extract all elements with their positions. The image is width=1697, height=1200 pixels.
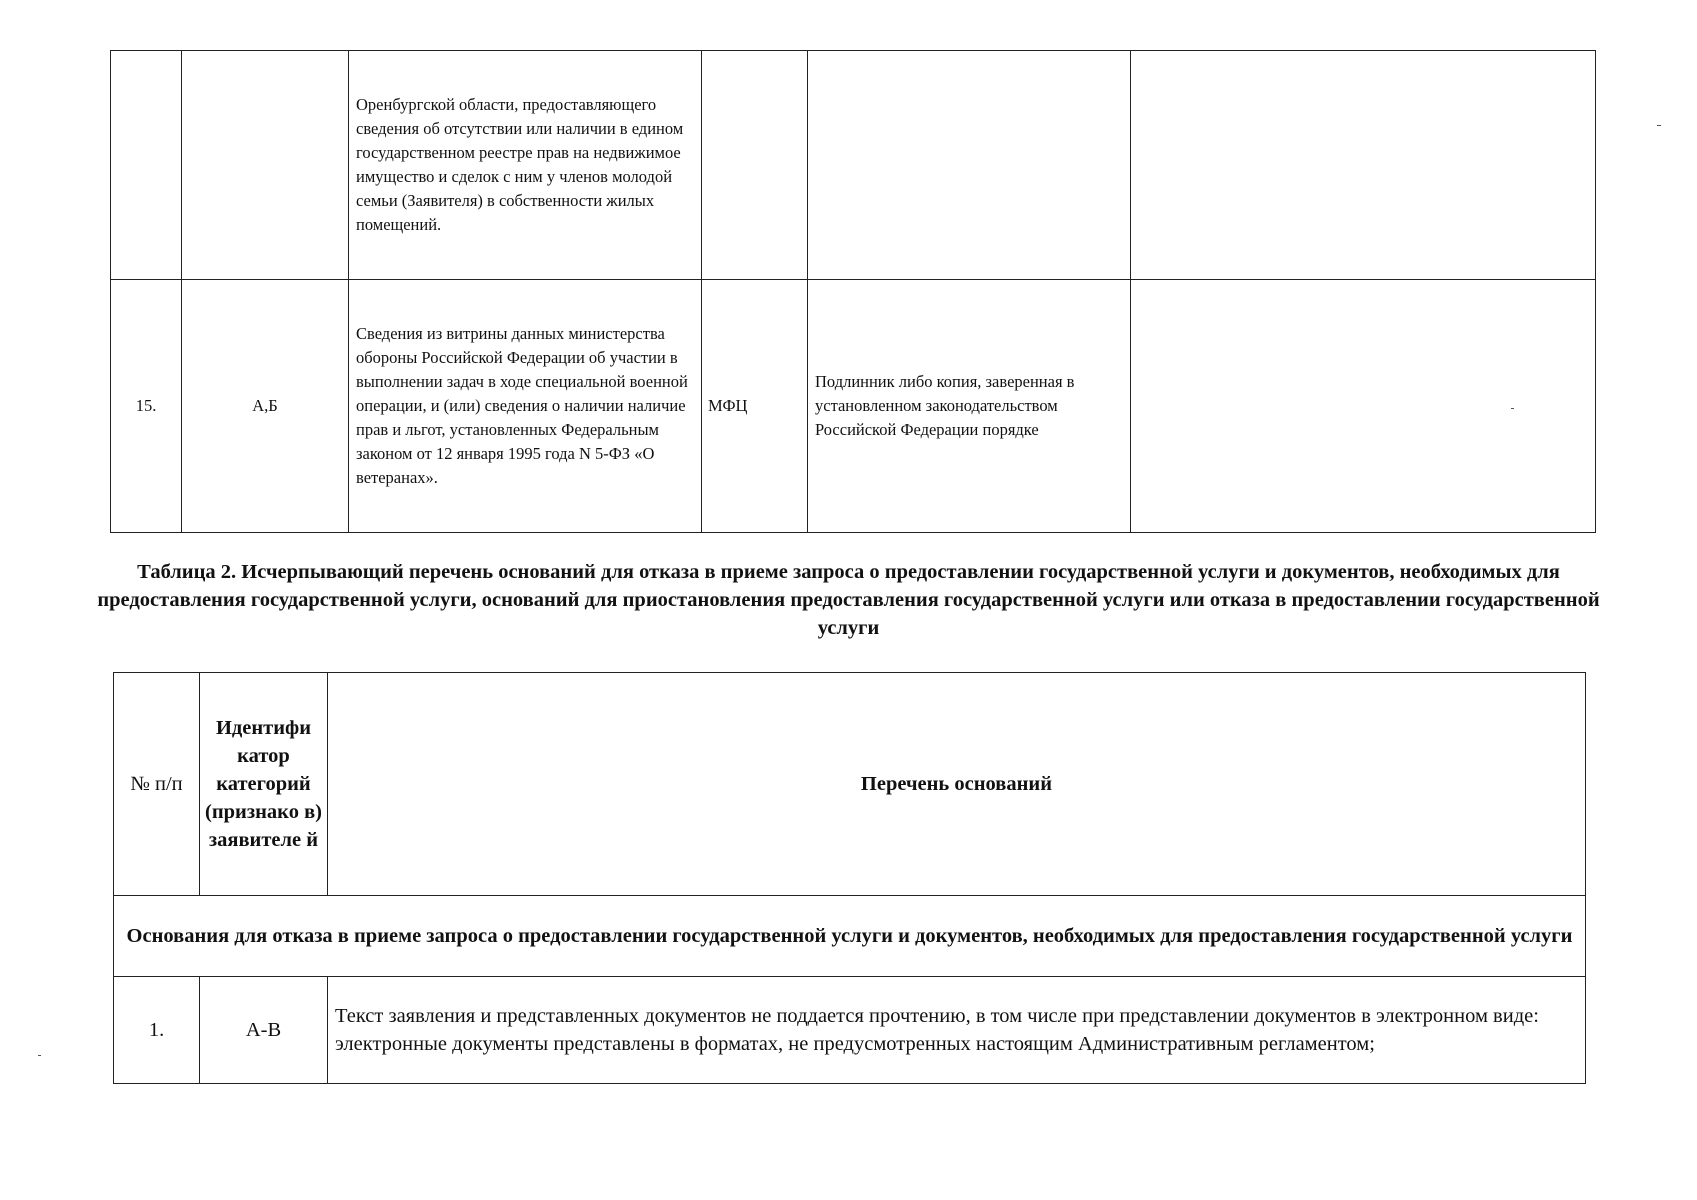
category-cell: А,Б [182, 280, 349, 533]
extra-cell [1131, 280, 1596, 533]
table-row [111, 280, 1596, 533]
header-grounds: Перечень оснований [328, 673, 1586, 896]
document-cell: Оренбургской области, предоставляющего сведения об отсутствии или наличии в едином государственном реестре прав на недвижимое имущество и сделок с ним у членов молодой семьи (Заявителя) в собственности жилых помещений. [349, 51, 702, 280]
scan-speck [1511, 408, 1514, 409]
row-number-cell: 1. [114, 977, 200, 1084]
source-cell: МФЦ [702, 280, 808, 533]
table-heading: Таблица 2. Исчерпывающий перечень оснований для отказа в приеме запроса о предоставлении государственной услуги и документов, необходимых для предоставления государственной услуги, оснований для приостановления предоставления государственной услуги или отказа в предоставлении государственной услуги [97, 561, 1600, 639]
documents-table [110, 50, 1596, 533]
extra-cell [1131, 51, 1596, 280]
section-title: Основания для отказа в приеме запроса о предоставлении государственной услуги и документов, необходимых для предоставления государственной услуги [114, 896, 1586, 977]
grounds-text-line: электронные документы представлены в форматах, не предусмотренных настоящим Административным регламентом; [335, 1033, 1375, 1055]
source-cell [702, 51, 808, 280]
category-cell [182, 51, 349, 280]
grounds-cell [328, 977, 1586, 1084]
table-row [114, 977, 1586, 1084]
header-category: Идентифи катор категорий (признако в) заявителе й [200, 673, 328, 896]
document-cell: Сведения из витрины данных министерства обороны Российской Федерации об участии в выполнении задач в ходе специальной военной операции, и (или) сведения о наличии наличие прав и льгот, установленных Федеральным законом от 12 января 1995 года N 5-ФЗ «О ветеранах». [349, 280, 702, 533]
table-row [111, 51, 1596, 280]
category-cell: А-В [200, 977, 328, 1084]
row-number-cell: 15. [111, 280, 182, 533]
refusal-grounds-table [113, 672, 1586, 1084]
grounds-text-line: Текст заявления и представленных документов не поддается прочтению, в том числе при представлении документов в электронном виде: [335, 1005, 1539, 1027]
form-cell: Подлинник либо копия, заверенная в установленном законодательством Российской Федерации порядке [808, 280, 1131, 533]
header-number: № п/п [114, 673, 200, 896]
scan-speck [1657, 125, 1661, 126]
table-header-row [114, 673, 1586, 896]
section-row [114, 896, 1586, 977]
form-cell [808, 51, 1131, 280]
scan-speck [38, 1055, 41, 1056]
row-number-cell [111, 51, 182, 280]
